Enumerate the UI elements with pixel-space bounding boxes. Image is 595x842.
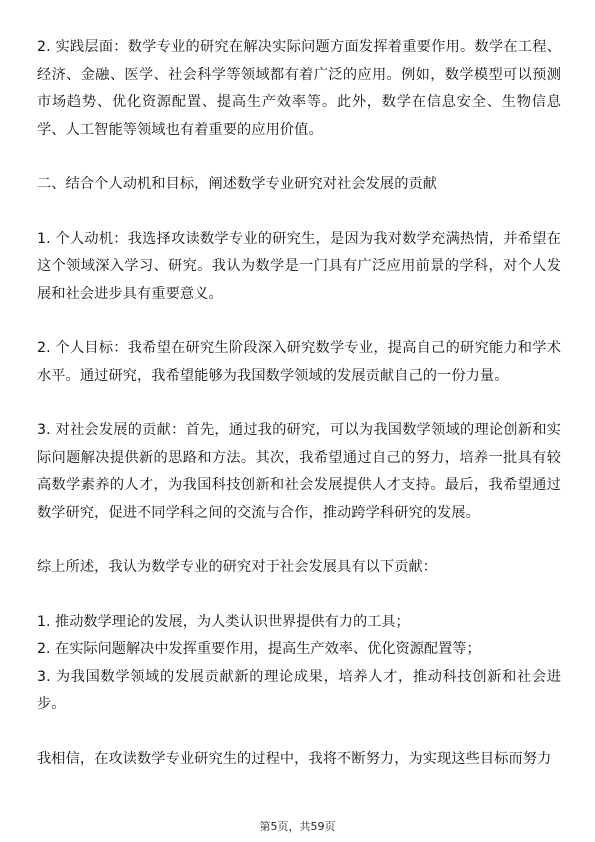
list-item: 2. 在实际问题解决中发挥重要作用，提高生产效率、优化资源配置等； — [37, 641, 481, 657]
document-body — [37, 34, 561, 773]
section-heading-2: 二、结合个人动机和目标，阐述数学专业研究对社会发展的贡献 — [37, 176, 438, 192]
paragraph-practice-level: 2. 实践层面：数学专业的研究在解决实际问题方面发挥着重要作用。数学在工程、经济、金融、医学、社会科学等领域都有着广泛的应用。例如，数学模型可以预测市场趋势、优化资源配置、提高生产效率等。此外，数学在信息安全、生物信息学、人工智能等领域也有着重要的应用价值。 — [37, 39, 561, 138]
list-item: 1. 推动数学理论的发展，为人类认识世界提供有力的工具； — [37, 613, 410, 630]
page-number: 第5页，共59页 — [259, 820, 336, 833]
paragraph-social-contribution: 3. 对社会发展的贡献：首先，通过我的研究，可以为我国数学领域的理论创新和实际问题解决提供新的思路和方法。其次，我希望通过自己的努力，培养一批具有较高数学素养的人才，为我国科技创新和社会发展提供人才支持。最后，我希望通过数学研究，促进不同学科之间的交流与合作，推动跨学科研究的发展。 — [37, 422, 561, 521]
paragraph-closing: 我相信，在攻读数学专业研究生的过程中，我将不断努力，为实现这些目标而努力 — [37, 750, 552, 767]
paragraph-summary: 综上所述，我认为数学专业的研究对于社会发展具有以下贡献： — [37, 559, 438, 575]
list-item: 3. 为我国数学领域的发展贡献新的理论成果，培养人才，推动科技创新和社会进步。 — [37, 668, 561, 712]
contribution-list — [37, 609, 561, 719]
paragraph-personal-motivation: 1. 个人动机：我选择攻读数学专业的研究生，是因为我对数学充满热情，并希望在这个领域深入学习、研究。我认为数学是一门具有广泛应用前景的学科，对个人发展和社会进步具有重要意义。 — [37, 230, 561, 302]
paragraph-personal-goal: 2. 个人目标：我希望在研究生阶段深入研究数学专业，提高自己的研究能力和学术水平。通过研究，我希望能够为我国数学领域的发展贡献自己的一份力量。 — [37, 340, 561, 384]
